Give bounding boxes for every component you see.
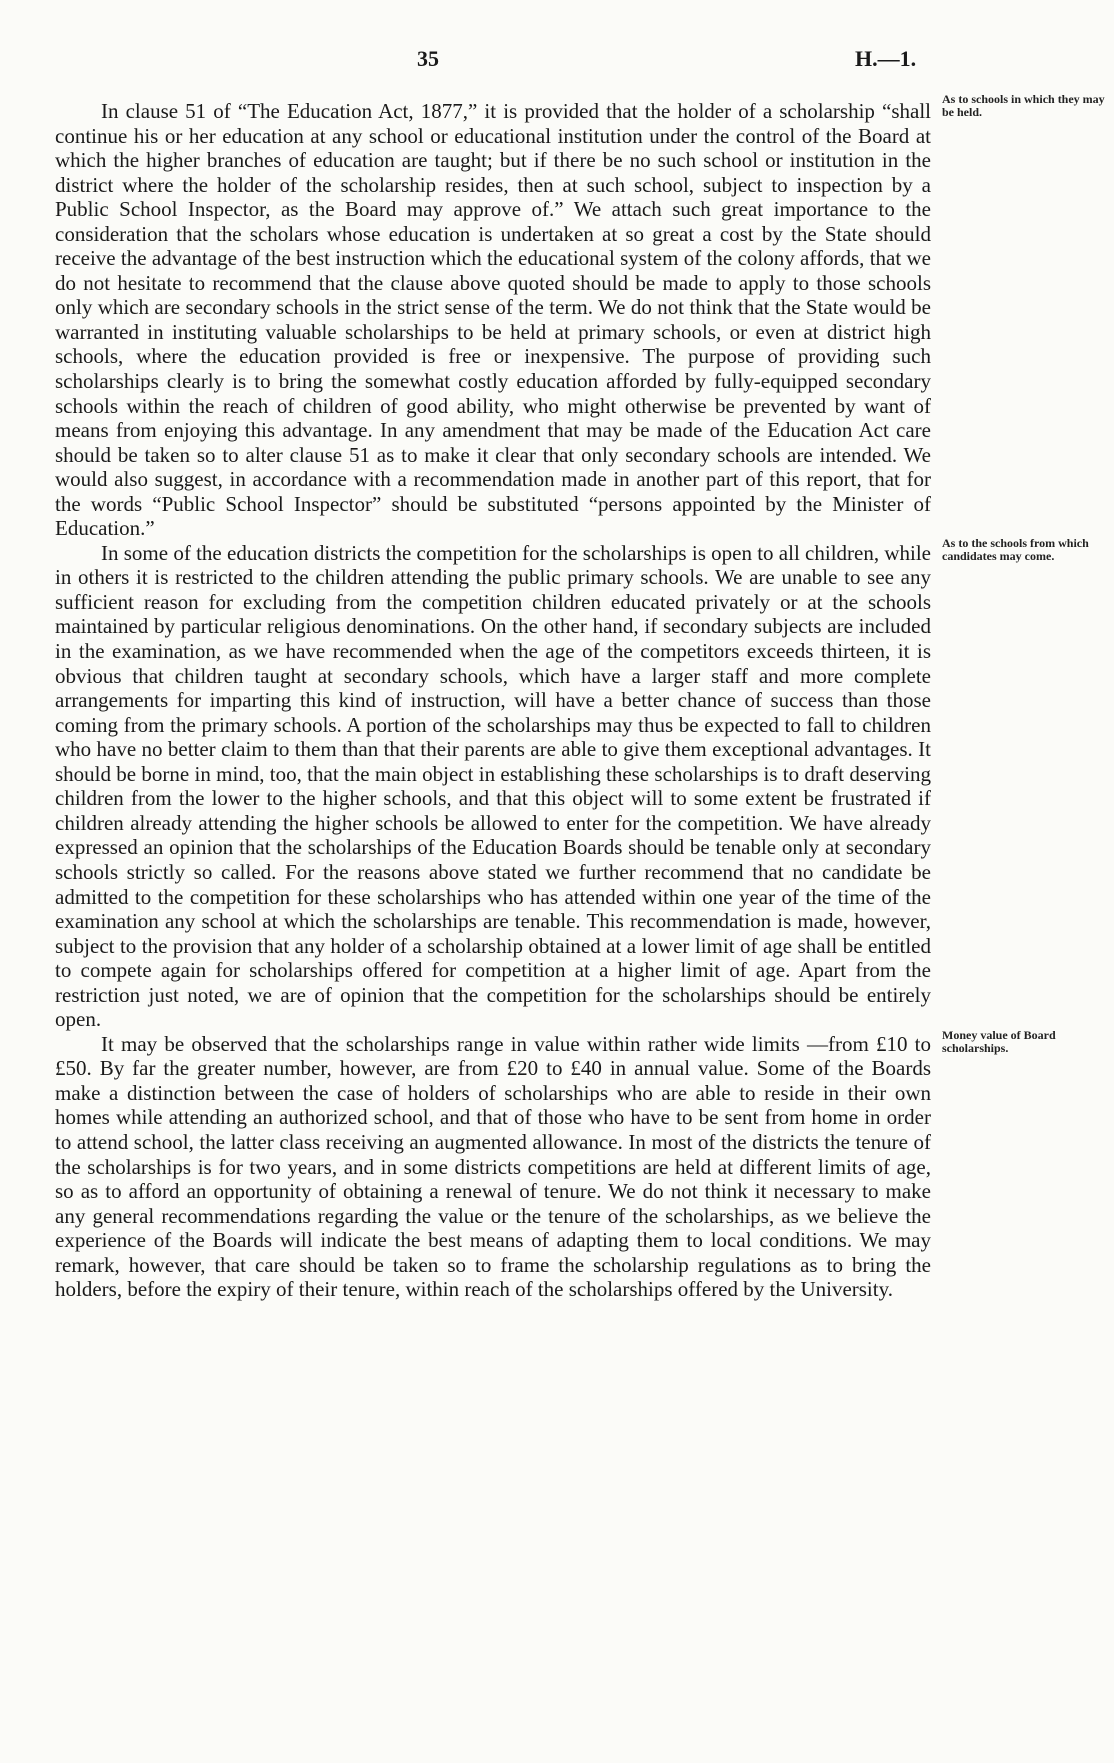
paragraph-text: In some of the education districts the competition for the scholarships is open to all children, while in others it is restricted to the children attending the public primary schools. We are unable to see any sufficient reason for excluding from the competition children educated privately or at the schools maintained by particular religious denominations. On the other hand, if secondary subjects are included in the examination, as we have recommended when the age of the competitors exceeds thirteen, it is obvious that children taught at secondary schools, which have a larger staff and more complete arrangements for imparting this kind of instruction, will have a better chance of success than those coming from the primary schools. A portion of the scholarships may thus be expected to fall to children who have no better claim to them than that their parents are able to give them exceptional advantages. It should be borne in mind, too, that the main object in establishing these scholarships is to draft deserving children from the lower to the higher schools, and that this object will to some extent be frustrated if children already attending the higher schools be allowed to enter for the competition. We have already expressed an opinion that the scholarships of the Education Boards should be tenable only at secondary schools strictly so called. For the reasons above stated we further recommend that no candidate be admitted to the competition for these scholarships who has attended within one year of the time of the examination any school at which the scholarships are tenable. This recommendation is made, however, subject to the provision that any holder of a scholarship obtained at a lower limit of age shall be entitled to compete again for scholarships offered for competition at a higher limit of age. Apart from the restriction just noted, we are of opinion that the competition for the scholarships should be entirely open.	[55, 540, 931, 1032]
paragraph-text: In clause 51 of “The Education Act, 1877,” it is provided that the holder of a scholarship “shall continue his or her education at any school or educational institution under the control of the Board at which the higher branches of education are taught; but if there be no such school or institution in the district where the holder of the scholarship resides, then at such school, subject to inspection by a Public School Inspector, as the Board may approve of.” We attach such great importance to the consideration that the scholars whose education is undertaken at so great a cost by the State should receive the advantage of the best instruction which the educational system of the colony affords, that we do not hesitate to recommend that the clause above quoted should be made to apply to those schools only which are secondary schools in the strict sense of the term. We do not think that the State would be warranted in instituting valuable scholarships to be held at primary schools, or even at district high schools, where the education provided is free or inexpensive. The purpose of providing such scholarships clearly is to bring the somewhat costly education afforded by fully-equipped secondary schools within the reach of children of good ability, who might otherwise be prevented by want of means from enjoying this advantage. In any amendment that may be made of the Education Act care should be taken so to alter clause 51 as to make it clear that only secondary schools are intended. We would also suggest, in accordance with a recommendation made in another part of this report, that for the words “Public School Inspector” should be substituted “persons appointed by the Minister of Education.”	[55, 99, 931, 541]
document-reference: H.—1.	[855, 46, 917, 71]
paragraph-clause-51	[55, 92, 1105, 541]
paragraph-competition	[55, 535, 1089, 1032]
paragraph-money-value	[55, 1027, 1056, 1302]
margin-note: As to schools in which they may be held.	[942, 92, 1105, 119]
document-body	[55, 92, 1105, 1302]
page-number: 35	[417, 46, 439, 71]
margin-note: As to the schools from which candidates may come.	[942, 535, 1089, 563]
paragraph-text: It may be observed that the scholarships range in value within rather wide limits —from £10 to £50. By far the greater number, however, are from £20 to £40 in annual value. Some of the Boards make a distinction between the case of holders of scholarships who are able to reside in their own homes while attending an authorized school, and that of those who have to be sent from home in order to attend school, the latter class receiving an augmented allowance. In most of the districts the tenure of the scholarships is for two years, and in some districts competitions are held at different limits of age, so as to afford an opportunity of obtaining a renewal of tenure. We do not think it necessary to make any general recommendations regarding the value or the tenure of the scholarships, as we believe the experience of the Boards will indicate the best means of adapting them to local conditions. We may remark, however, that care should be taken so to frame the scholarship regulations as to bring the holders, before the expiry of their tenure, within reach of the scholarships offered by the University.	[55, 1031, 931, 1302]
margin-note: Money value of Board scholarships.	[942, 1027, 1056, 1055]
page-header	[0, 46, 1114, 76]
